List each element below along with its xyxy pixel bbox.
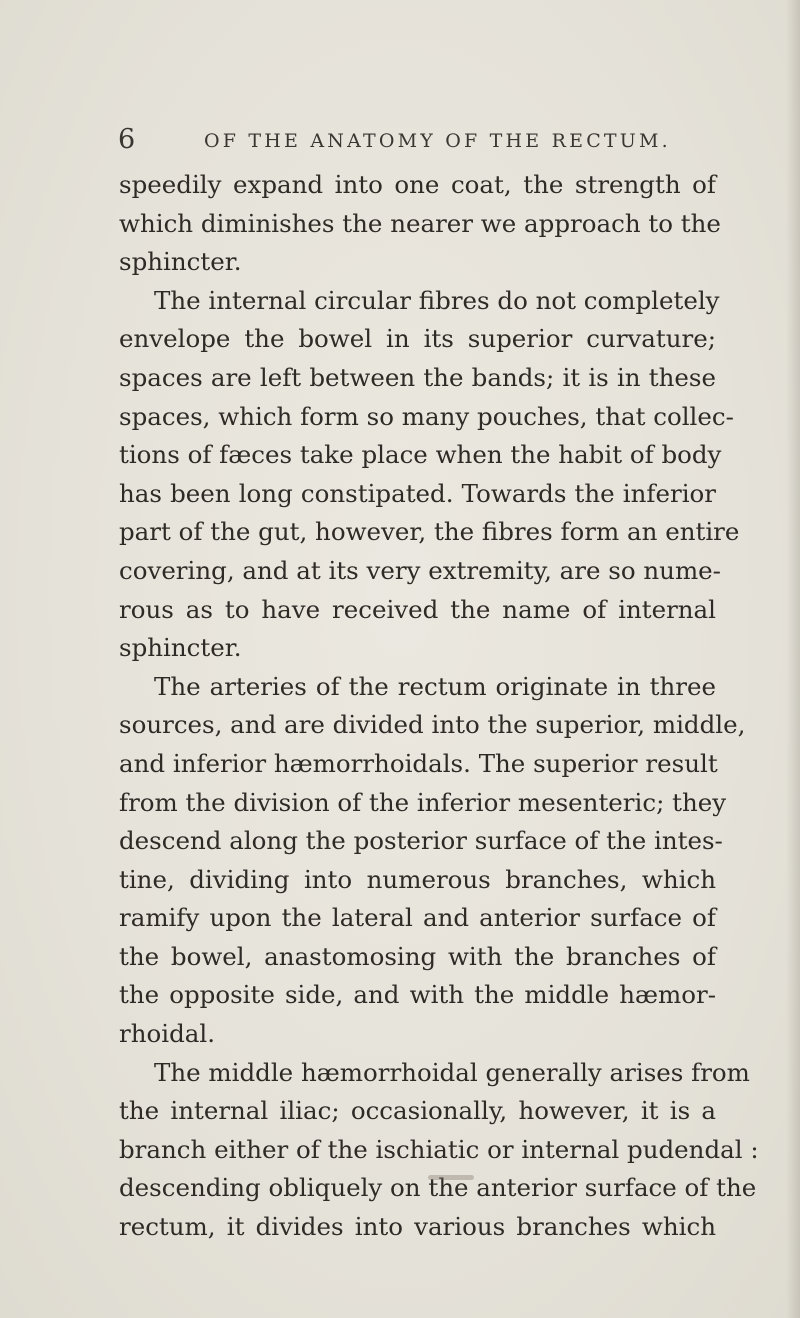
text-line: spaces are left between the bands; it is in these bbox=[119, 362, 716, 392]
text-line: speedily expand into one coat, the strength of bbox=[119, 170, 716, 199]
text-line: descend along the posterior surface of the intes- bbox=[119, 826, 723, 856]
text-line: tine, dividing into numerous branches, which bbox=[119, 864, 716, 894]
text-line: from the division of the inferior mesenteric; they bbox=[119, 787, 727, 817]
text-line: The internal circular fibres do not completely bbox=[154, 285, 720, 315]
text-line: envelope the bowel in its superior curvature; bbox=[119, 324, 716, 354]
page-number: 6 bbox=[118, 124, 136, 155]
ink-smudge bbox=[428, 1175, 474, 1180]
text-line: the opposite side, and with the middle hæmor- bbox=[119, 980, 716, 1010]
running-title: OF THE ANATOMY OF THE RECTUM. bbox=[204, 130, 671, 152]
text-line: and inferior hæmorrhoidals. The superior result bbox=[119, 748, 718, 778]
text-line: the internal iliac; occasionally, however, it is a bbox=[119, 1096, 716, 1126]
text-line: rectum, it divides into various branches which bbox=[119, 1212, 716, 1242]
text-line: which diminishes the nearer we approach to the bbox=[119, 208, 721, 238]
text-line: spaces, which form so many pouches, that collec- bbox=[119, 401, 734, 431]
text-line: descending obliquely on the anterior surface of the bbox=[119, 1173, 757, 1203]
text-line: part of the gut, however, the fibres form an entire bbox=[119, 517, 740, 547]
text-line: rhoidal. bbox=[119, 1019, 215, 1049]
text-line: tions of fæces take place when the habit of body bbox=[119, 440, 722, 470]
text-line: The middle hæmorrhoidal generally arises from bbox=[154, 1057, 750, 1087]
text-line: ramify upon the lateral and anterior surface of bbox=[119, 903, 716, 933]
body-text bbox=[119, 166, 759, 1247]
text-line: sphincter. bbox=[119, 633, 242, 663]
text-line: sources, and are divided into the superior, middle, bbox=[119, 710, 746, 740]
text-line: has been long constipated. Towards the inferior bbox=[119, 478, 716, 508]
page-edge-shadow bbox=[786, 0, 800, 1318]
text-line: branch either of the ischiatic or internal pudendal : bbox=[119, 1134, 759, 1164]
text-line: the bowel, anastomosing with the branches of bbox=[119, 941, 716, 971]
text-line: rous as to have received the name of internal bbox=[119, 594, 716, 624]
text-line: covering, and at its very extremity, are so nume- bbox=[119, 555, 721, 585]
text-line: sphincter. bbox=[119, 247, 242, 277]
running-head bbox=[118, 124, 678, 158]
text-line: The arteries of the rectum originate in three bbox=[154, 671, 716, 701]
